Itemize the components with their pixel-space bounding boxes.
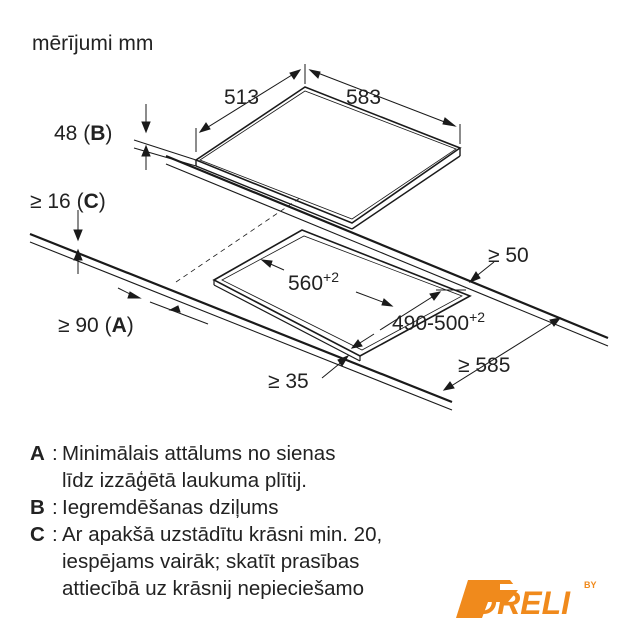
c-thickness-label: ≥ 16 (C) [30, 190, 106, 213]
legend-c-line2: iespējams vairāk; skatīt prasības [62, 550, 360, 573]
min-side-label: ≥ 50 [488, 244, 529, 267]
b-depth-label: 48 (B) [54, 122, 113, 145]
legend-c: C : Ar apakšā uzstādītu krāsni min. 20, [30, 523, 383, 546]
legend-c-key: C [30, 523, 45, 546]
dreli-logo-by: BY [584, 580, 597, 590]
legend-a-line1: Minimālais attālums no sienas [62, 442, 336, 465]
min-front-label: ≥ 35 [268, 370, 309, 393]
hob-width-label: 513 [224, 86, 260, 109]
dreli-logo [448, 568, 608, 628]
legend-c-line1: Ar apakšā uzstādītu krāsni min. 20, [62, 523, 383, 546]
legend-c-line3: attiecībā uz krāsnij nepieciešamo [62, 577, 364, 600]
legend-a: A : Minimālais attālums no sienas [30, 442, 336, 465]
hob-depth-label: 583 [346, 86, 382, 109]
legend-a-key: A [30, 442, 45, 465]
cutout-width-label: $560^{+2}$ [288, 269, 340, 295]
a-wall-distance-label: ≥ 90 (A) [58, 314, 134, 337]
dreli-logo-text: DRELI [474, 585, 570, 621]
legend-b-line1: Iegremdēšanas dziļums [62, 496, 279, 519]
b-depth-marker [134, 104, 196, 170]
min-worktop-label: ≥ 585 [458, 354, 511, 377]
cutout-depth-label: $490-500^{+2}$ [392, 309, 486, 335]
c-thickness-marker [74, 210, 82, 274]
units-label: mērījumi mm [32, 32, 154, 55]
legend-b-key: B [30, 496, 45, 519]
legend-a-line2: līdz izzāģētā laukuma plītij. [62, 469, 307, 492]
legend-b: B : Iegremdēšanas dziļums [30, 496, 279, 519]
